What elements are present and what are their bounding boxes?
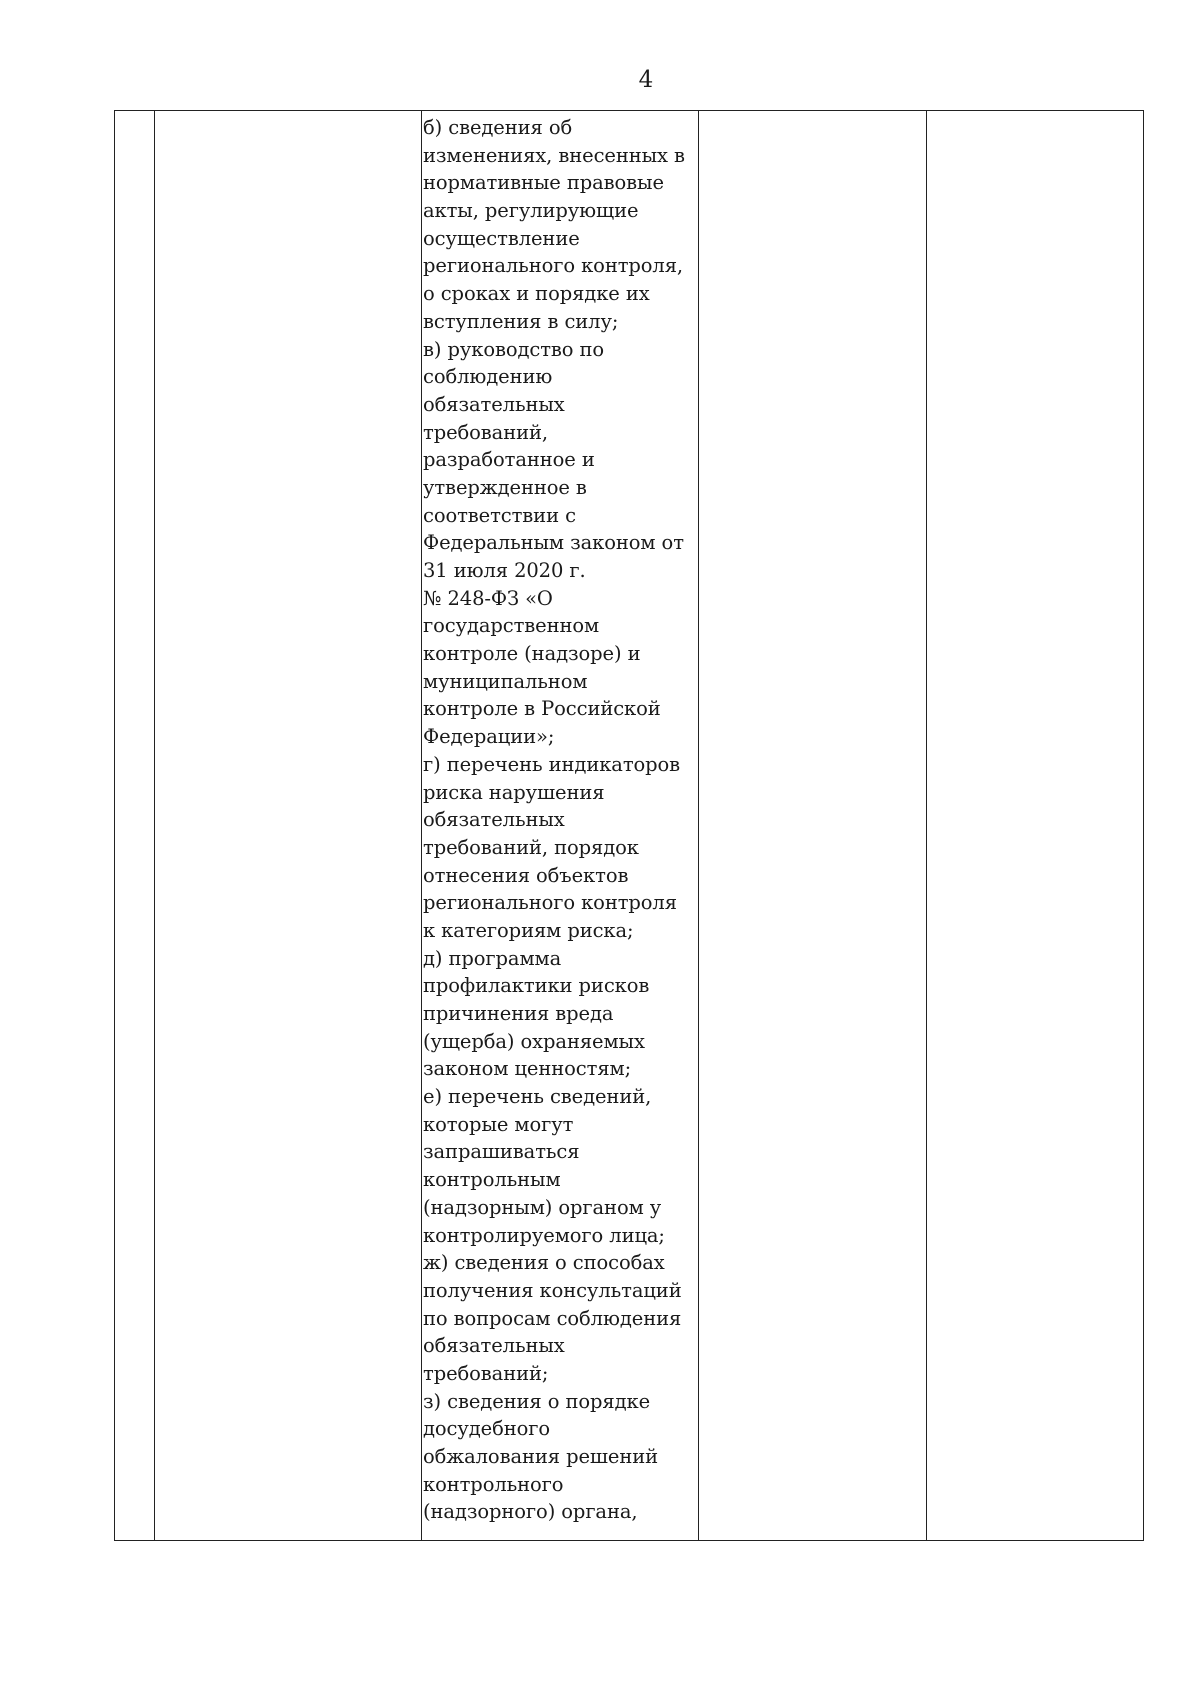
- page-number: 4: [638, 67, 654, 93]
- text-line: акты, регулирующие: [423, 199, 639, 223]
- text-line: получения консультаций: [423, 1278, 682, 1302]
- text-line: профилактики рисков: [423, 974, 650, 998]
- text-line: з) сведения о порядке: [423, 1389, 651, 1413]
- text-line: досудебного: [423, 1417, 551, 1441]
- text-line: регионального контроля,: [423, 254, 684, 278]
- text-line: в) руководство по: [423, 337, 605, 361]
- text-line: муниципальном: [423, 669, 588, 693]
- text-line: 31 июля 2020 г.: [423, 559, 586, 582]
- text-line: № 248-ФЗ «О: [423, 586, 553, 610]
- text-line: ж) сведения о способах: [423, 1251, 665, 1275]
- text-line: обязательных: [423, 808, 565, 832]
- text-line: е) перечень сведений,: [423, 1085, 652, 1109]
- text-line: Федерации»;: [423, 725, 555, 749]
- text-line: регионального контроля: [423, 891, 677, 915]
- text-line: обязательных: [423, 392, 565, 416]
- text-line: обязательных: [423, 1334, 565, 1358]
- text-line: обжалования решений: [423, 1445, 659, 1468]
- text-line: которые могут: [423, 1112, 574, 1136]
- text-line: запрашиваться: [423, 1140, 580, 1164]
- text-line: (надзорного) органа,: [423, 1500, 638, 1524]
- text-line: контроле (надзоре) и: [423, 642, 641, 666]
- text-line: соблюдению: [423, 365, 553, 389]
- text-line: вступления в силу;: [423, 309, 619, 333]
- text-line: г) перечень индикаторов: [423, 752, 681, 776]
- text-line: разработанное и: [423, 448, 595, 472]
- text-line: утвержденное в: [423, 475, 587, 499]
- text-line: законом ценностям;: [423, 1057, 632, 1081]
- text-line: нормативные правовые: [423, 171, 664, 195]
- text-line: Федеральным законом от: [423, 531, 684, 555]
- text-line: д) программа: [423, 946, 562, 970]
- text-line: по вопросам соблюдения: [423, 1306, 682, 1330]
- text-line: изменениях, внесенных в: [423, 143, 685, 167]
- table-cell-description: [423, 114, 703, 1526]
- text-line: государственном: [423, 614, 600, 638]
- text-line: о сроках и порядке их: [423, 282, 650, 306]
- column-divider-2: [421, 111, 422, 1540]
- column-divider-4: [926, 111, 927, 1540]
- text-line: требований, порядок: [423, 835, 639, 859]
- column-divider-1: [154, 111, 155, 1540]
- text-line: контрольным: [423, 1168, 561, 1192]
- text-line: отнесения объектов: [423, 863, 629, 887]
- text-line: к категориям риска;: [423, 918, 634, 942]
- text-line: (ущерба) охраняемых: [423, 1029, 645, 1053]
- text-line: причинения вреда: [423, 1002, 614, 1025]
- text-line: контролируемого лица;: [423, 1223, 665, 1247]
- text-line: б) сведения об: [423, 116, 573, 139]
- text-line: контроле в Российской: [423, 697, 661, 721]
- text-line: (надзорным) органом у: [423, 1195, 662, 1219]
- text-line: требований;: [423, 1361, 549, 1385]
- text-line: контрольного: [423, 1472, 564, 1496]
- text-line: осуществление: [423, 226, 580, 250]
- text-line: требований,: [423, 420, 548, 444]
- text-line: риска нарушения: [423, 780, 605, 804]
- text-line: соответствии с: [423, 503, 576, 527]
